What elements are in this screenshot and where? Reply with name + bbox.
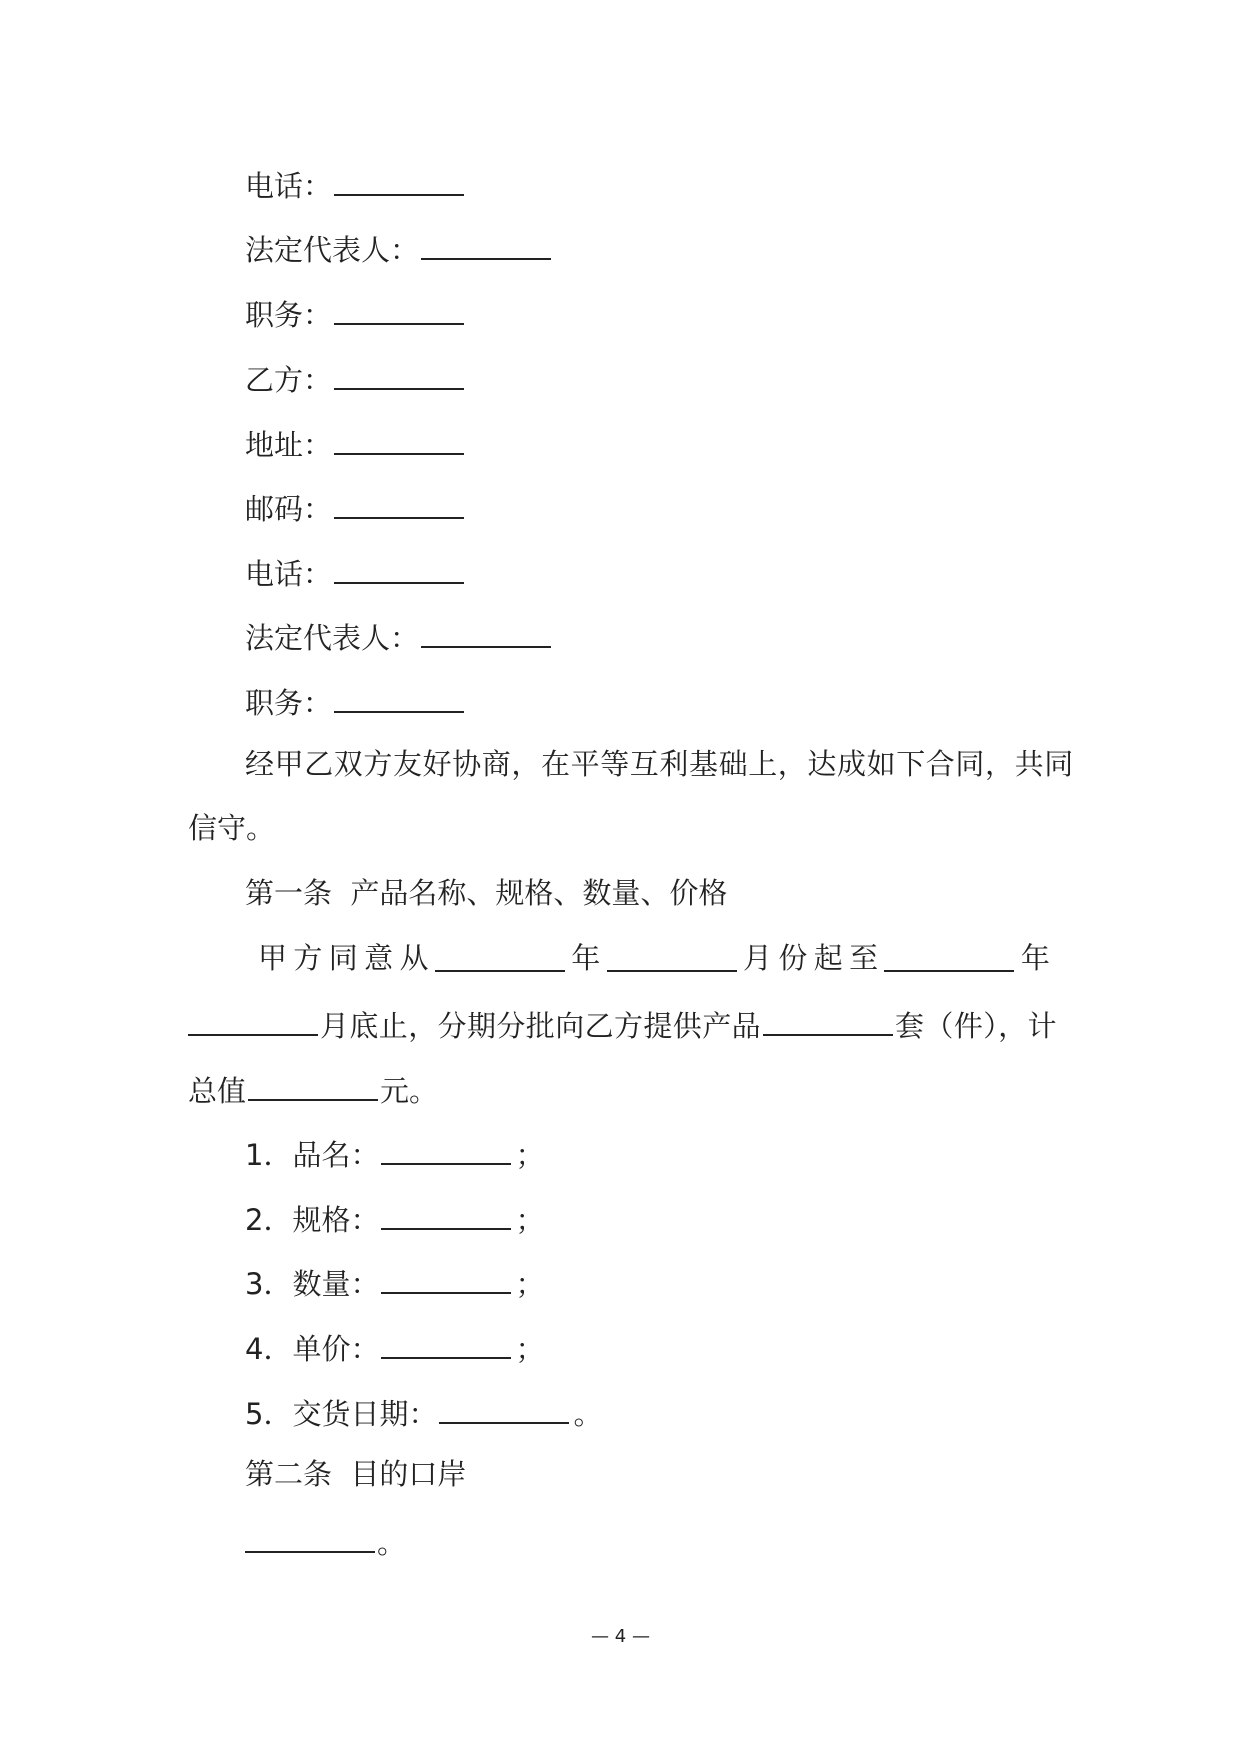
item-end: ； bbox=[515, 1138, 545, 1172]
fill-blank bbox=[421, 616, 551, 648]
para-word: 从 bbox=[399, 941, 429, 975]
fill-blank bbox=[334, 681, 464, 713]
article-1-heading: 第一条 产品名称、规格、数量、价格 bbox=[245, 876, 728, 910]
article-2-heading: 第二条 目的口岸 bbox=[245, 1457, 467, 1491]
fill-blank bbox=[884, 940, 1014, 972]
fill-blank bbox=[245, 1521, 375, 1553]
fill-blank bbox=[188, 1004, 318, 1036]
fill-blank bbox=[334, 164, 464, 196]
article-2-destination-line bbox=[245, 1521, 406, 1561]
field-label: 法定代表人： bbox=[245, 233, 420, 267]
article-1-para-line-2 bbox=[188, 1004, 1057, 1044]
item-label: 数量： bbox=[292, 1267, 380, 1301]
fill-blank bbox=[607, 940, 737, 972]
fill-blank bbox=[334, 487, 464, 519]
fill-blank bbox=[334, 358, 464, 390]
list-item bbox=[245, 1392, 602, 1432]
party-a-legal-rep-field bbox=[245, 228, 555, 268]
fill-blank bbox=[763, 1004, 893, 1036]
party-b-legal-rep-field bbox=[245, 616, 555, 656]
item-number: 4． bbox=[245, 1332, 293, 1366]
party-b-name-field bbox=[245, 358, 468, 398]
field-label: 乙方： bbox=[245, 363, 333, 397]
party-b-postcode-field bbox=[245, 487, 468, 527]
item-label: 品名： bbox=[292, 1138, 380, 1172]
fill-blank bbox=[381, 1198, 511, 1230]
party-a-phone-field bbox=[245, 164, 468, 204]
para-word: 甲 bbox=[258, 941, 288, 975]
page-number: — 4 — bbox=[591, 1626, 650, 1647]
para-word: 方 bbox=[293, 941, 323, 975]
fill-blank bbox=[334, 552, 464, 584]
party-b-address-field bbox=[245, 423, 468, 463]
field-label: 职务： bbox=[245, 686, 333, 720]
para-word: 月 bbox=[742, 941, 772, 975]
article-1-para-line-3 bbox=[188, 1069, 438, 1109]
fill-blank bbox=[421, 228, 551, 260]
fill-blank bbox=[334, 423, 464, 455]
para-text: 元。 bbox=[380, 1074, 439, 1108]
list-item bbox=[245, 1327, 544, 1367]
para-word: 意 bbox=[364, 941, 394, 975]
field-label: 电话： bbox=[245, 557, 333, 591]
party-b-position-field bbox=[245, 681, 468, 721]
fill-blank bbox=[381, 1262, 511, 1294]
para-word: 至 bbox=[849, 941, 879, 975]
para-text: 总值 bbox=[188, 1074, 247, 1108]
para-word: 起 bbox=[813, 941, 843, 975]
item-end: ； bbox=[515, 1203, 545, 1237]
item-number: 1． bbox=[245, 1138, 293, 1172]
field-label: 职务： bbox=[245, 298, 333, 332]
line-end: 。 bbox=[377, 1526, 407, 1560]
para-text: 月底止，分期分批向乙方提供产品 bbox=[320, 1009, 762, 1043]
para-word: 同 bbox=[328, 941, 358, 975]
fill-blank bbox=[435, 940, 565, 972]
item-number: 3． bbox=[245, 1267, 293, 1301]
article-1-para-line-1 bbox=[258, 940, 1050, 976]
item-end: 。 bbox=[573, 1397, 603, 1431]
intro-line-2: 信守。 bbox=[188, 811, 276, 845]
fill-blank bbox=[381, 1133, 511, 1165]
party-b-phone-field bbox=[245, 552, 468, 592]
item-end: ； bbox=[515, 1332, 545, 1366]
intro-line-1: 经甲乙双方友好协商，在平等互利基础上，达成如下合同，共同 bbox=[245, 747, 1074, 781]
field-label: 法定代表人： bbox=[245, 621, 420, 655]
field-label: 地址： bbox=[245, 428, 333, 462]
item-label: 单价： bbox=[292, 1332, 380, 1366]
fill-blank bbox=[439, 1392, 569, 1424]
para-word: 年 bbox=[1020, 941, 1050, 975]
party-a-position-field bbox=[245, 293, 468, 333]
item-label: 交货日期： bbox=[292, 1397, 438, 1431]
para-word: 份 bbox=[778, 941, 808, 975]
fill-blank bbox=[248, 1069, 378, 1101]
item-end: ； bbox=[515, 1267, 545, 1301]
list-item bbox=[245, 1133, 544, 1173]
item-number: 2． bbox=[245, 1203, 293, 1237]
list-item bbox=[245, 1262, 544, 1302]
fill-blank bbox=[381, 1327, 511, 1359]
field-label: 邮码： bbox=[245, 492, 333, 526]
fill-blank bbox=[334, 293, 464, 325]
para-text: 套（件），计 bbox=[895, 1009, 1057, 1043]
field-label: 电话： bbox=[245, 169, 333, 203]
para-word: 年 bbox=[571, 941, 601, 975]
item-number: 5． bbox=[245, 1397, 293, 1431]
item-label: 规格： bbox=[292, 1203, 380, 1237]
list-item bbox=[245, 1198, 544, 1238]
